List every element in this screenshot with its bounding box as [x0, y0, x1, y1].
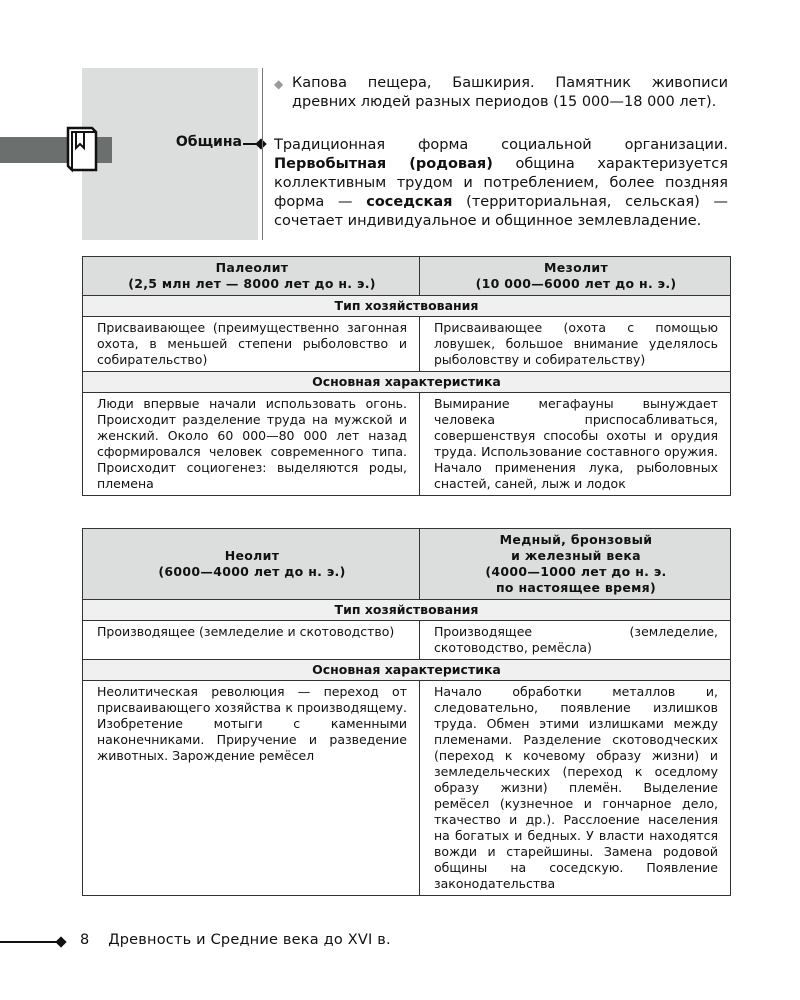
- section-row: [83, 660, 731, 681]
- era-period: (4000—1000 лет до н. э.: [485, 564, 667, 579]
- term-label: Община: [175, 134, 242, 150]
- picture-caption-text: Капова пещера, Башкирия. Памятник живописи древних людей разных периодов (15 000—18 000 лет).: [292, 75, 728, 110]
- page-number: 8: [80, 932, 90, 948]
- definition-text: Традиционная форма социальной организации.: [274, 137, 728, 153]
- margin-divider: [262, 68, 263, 240]
- table-row: [83, 681, 731, 896]
- era-title: Палеолит: [215, 260, 289, 275]
- era-title: Мезолит: [543, 260, 609, 275]
- picture-caption: [274, 74, 728, 112]
- era-table-paleolithic-mesolithic: [82, 256, 731, 496]
- footer-line: [0, 941, 62, 943]
- definition-bold-term: соседская: [366, 194, 453, 210]
- section-title: Тип хозяйствования: [83, 296, 731, 317]
- table-row: [83, 621, 731, 660]
- header-cell-neolithic: [83, 529, 420, 600]
- table-cell: Неолитическая революция — переход от присваивающего хозяйства к производящему. Изобретение мотыги с каменными наконечниками. Приручение и разведение животных. Зарождение ремёсел: [83, 681, 420, 896]
- era-period: (10 000—6000 лет до н. э.): [475, 276, 677, 291]
- definition-bold-term: Первобытная (родовая): [274, 156, 493, 172]
- header-cell-paleolithic: [83, 257, 420, 296]
- book-icon: [62, 124, 102, 174]
- page-footer: [80, 932, 391, 948]
- section-row: [83, 600, 731, 621]
- section-row: [83, 372, 731, 393]
- table-cell: Производящее (земледелие, скотоводство, ремёсла): [420, 621, 731, 660]
- table-header-row: [83, 529, 731, 600]
- era-period: (6000—4000 лет до н. э.): [158, 564, 346, 579]
- era-title: Неолит: [224, 548, 280, 563]
- table-cell: Присваивающее (охота с помощью ловушек, большое внимание уделялось рыболовству и собирательству): [420, 317, 731, 372]
- header-cell-mesolithic: [420, 257, 731, 296]
- running-title: Древность и Средние века до XVI в.: [108, 932, 391, 948]
- table-cell: Присваивающее (преимущественно загонная охота, в меньшей степени рыболовство и собирательство): [83, 317, 420, 372]
- era-period: по настоящее время): [495, 580, 657, 595]
- definition-text: община характеризуется коллективным трудом и потреблением, более поздняя форма —: [274, 156, 728, 210]
- term-definition: [274, 136, 728, 231]
- table-header-row: [83, 257, 731, 296]
- era-title: и железный века: [511, 548, 641, 563]
- definition-text: (территориальная, сельская) — сочетает индивидуальное и общинное землевладение.: [274, 194, 729, 229]
- table-cell: Производящее (земледелие и скотоводство): [83, 621, 420, 660]
- section-title: Основная характеристика: [83, 372, 731, 393]
- section-title: Тип хозяйствования: [83, 600, 731, 621]
- table-row: [83, 317, 731, 372]
- era-period: (2,5 млн лет — 8000 лет до н. э.): [128, 276, 376, 291]
- section-title: Основная характеристика: [83, 660, 731, 681]
- era-title: Медный, бронзовый: [499, 532, 653, 547]
- table-row: [83, 393, 731, 496]
- table-cell: Начало обработки металлов и, следовательно, появление излишков труда. Обмен этими излишками между племенами. Разделение скотоводческих (переход к кочевому образу жизни) и земледельческих (переход к оседлому образу жизни) племён. Выделение ремёсел (кузнечное и гончарное дело, ткачество и др.). Расслоение населения на богатых и бедных. У власти находятся вожди и старейшины. Замена родовой общины на соседскую. Появление законодательства: [420, 681, 731, 896]
- table-cell: Вымирание мегафауны вынуждает человека приспосабливаться, совершенствуя способы охоты и орудия труда. Использование составного оружия. Начало применения лука, рыболовных снастей, саней, лыж и лодок: [420, 393, 731, 496]
- footer-dot: [55, 936, 66, 947]
- header-cell-metal-ages: [420, 529, 731, 600]
- diamond-bullet-icon: ◆: [274, 77, 284, 91]
- era-table-neolithic-metal-ages: [82, 528, 731, 896]
- section-row: [83, 296, 731, 317]
- table-cell: Люди впервые начали использовать огонь. Происходит разделение труда на мужской и женский. Около 60 000—80 000 лет назад сформировался человек современного типа. Происходит социогенез: выделяются роды, племена: [83, 393, 420, 496]
